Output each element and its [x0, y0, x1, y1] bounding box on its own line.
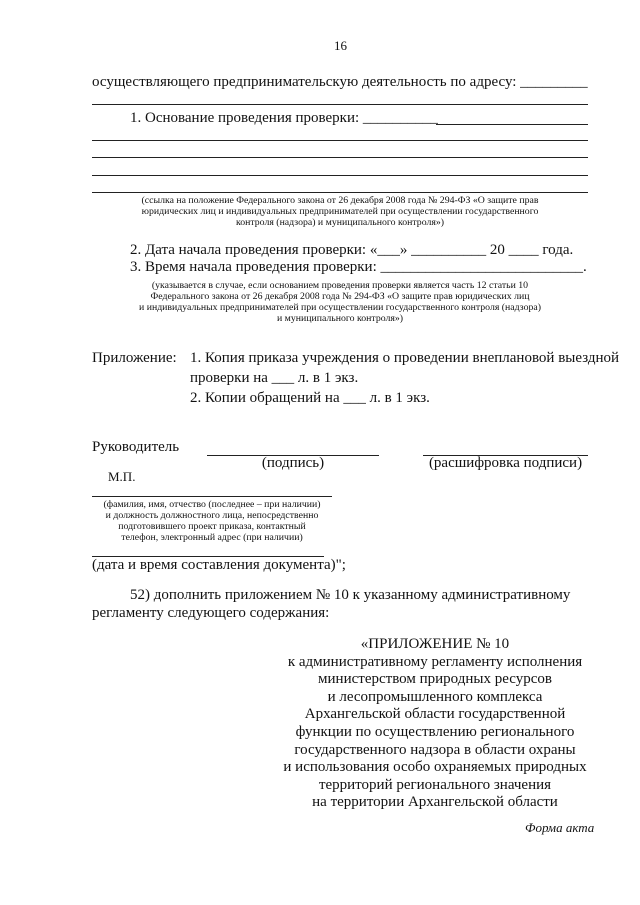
appendix-line: функции по осуществлению регионального: [295, 723, 575, 740]
footnote-line: контроля (надзора) и муниципального контроля»): [235, 217, 445, 228]
preparer-caption: [92, 499, 332, 543]
paragraph52-line1: 52) дополнить приложением № 10 к указанному административному: [130, 587, 571, 603]
appendix-line: на территории Архангельской области: [312, 794, 558, 811]
footnote-line: (указывается в случае, если основанием проведения проверки является часть 12 статьи 10: [151, 280, 529, 291]
blank-line: [92, 192, 588, 193]
section1-footnote: [92, 195, 588, 228]
section3-label: 3. Время начала проведения проверки: ___________________________.: [130, 259, 587, 275]
caption-line: и должность должностного лица, непосредственно: [105, 510, 319, 521]
address-line-text: осуществляющего предпринимательскую деятельность по адресу: _________: [92, 74, 588, 90]
attachment-label: Приложение:: [92, 350, 177, 366]
blank-line: [92, 157, 588, 158]
blank-line: [92, 140, 588, 141]
blank-line: [436, 124, 588, 125]
appendix-line: министерством природных ресурсов: [318, 671, 552, 688]
appendix-line: территорий регионального значения: [318, 776, 552, 793]
appendix-line: государственного надзора в области охраны: [294, 741, 576, 758]
footnote-line: Федерального закона от 26 декабря 2008 года № 294-ФЗ «О защите прав юридических лиц: [150, 291, 530, 302]
paragraph52-line2: регламенту следующего содержания:: [92, 605, 330, 621]
attachment-item1: 1. Копия приказа учреждения о проведении внеплановой выездной: [190, 350, 620, 366]
section3-footnote: [92, 280, 588, 324]
caption-line: телефон, электронный адрес (при наличии): [121, 532, 303, 543]
caption-line: (фамилия, имя, отчество (последнее – при наличии): [103, 499, 321, 510]
signature-caption: (подпись): [261, 455, 325, 471]
footnote-line: (ссылка на положение Федерального закона от 26 декабря 2008 года № 294-ФЗ «О защите прав: [141, 195, 539, 206]
appendix-line: к административному регламенту исполнения: [287, 653, 583, 670]
blank-line: [92, 104, 588, 105]
caption-line: подготовившего проект приказа, контактный: [118, 521, 306, 532]
footnote-line: и индивидуальных предпринимателей при осуществлении государственного контроля (надзора): [139, 302, 541, 313]
page-number: 16: [334, 38, 347, 53]
appendix-line: и использования особо охраняемых природных: [283, 759, 587, 776]
form-label: Форма акта: [525, 820, 595, 835]
appendix-header: [270, 636, 600, 812]
appendix-line: и лесопромышленного комплекса: [327, 688, 543, 705]
decode-caption: (расшифровка подписи): [428, 455, 583, 471]
footnote-line: и муниципального контроля»): [276, 313, 404, 324]
attachment-item1-cont: проверки на ___ л. в 1 экз.: [190, 370, 359, 386]
section1-label: 1. Основание проведения проверки: __________: [130, 110, 438, 126]
attachment-item2: 2. Копии обращений на ___ л. в 1 экз.: [190, 390, 430, 406]
seal-label: М.П.: [108, 469, 136, 484]
footnote-line: юридических лиц и индивидуальных предпринимателей при осуществлении государственного: [141, 206, 539, 217]
date-caption: (дата и время составления документа)";: [92, 557, 346, 573]
appendix-line: Архангельской области государственной: [304, 706, 566, 723]
blank-line: [92, 175, 588, 176]
appendix-title: «ПРИЛОЖЕНИЕ № 10: [360, 636, 510, 652]
section2-label: 2. Дата начала проведения проверки: «___» __________ 20 ____ года.: [130, 242, 574, 258]
preparer-line: [92, 496, 332, 497]
head-label: Руководитель: [92, 439, 180, 455]
